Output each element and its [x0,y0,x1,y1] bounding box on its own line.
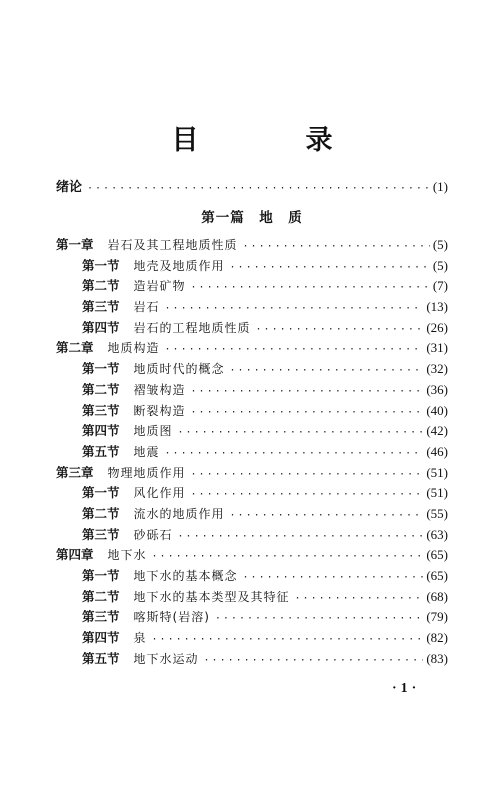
toc-section-entry [56,566,448,587]
entry-title: 喀斯特(岩溶) [133,610,210,625]
toc-section-entry [56,483,448,504]
leader-dots [230,262,430,273]
toc-chapter-entry [56,545,448,566]
page-title: 目 录 [171,125,373,156]
toc-section-entry [56,525,448,546]
leader-dots [191,407,424,418]
toc-section-entry [56,276,448,297]
leader-dots [165,448,424,459]
entry-page: (65) [426,568,448,583]
toc-section-entry [56,297,448,318]
leader-dots [178,427,424,438]
entry-label: 第二节 [82,588,120,604]
entry-page: (40) [426,402,448,418]
leader-dots [191,282,430,293]
entry-label: 第二章 [56,340,94,356]
entry-title: 地下水的基本概念 [133,569,238,583]
toc-chapter-entry [56,235,448,256]
leader-dots [191,386,424,397]
entry-title: 褶皱构造 [133,382,186,397]
toc-chapter-entry [56,338,448,359]
entry-label: 第五节 [82,650,120,666]
entry-label: 第三节 [82,609,120,625]
entry-title: 砂砾石 [133,527,173,542]
toc-section-entry [56,401,448,422]
toc-intro-entry [56,176,448,195]
toc-section-entry [56,318,448,339]
leader-dots [243,572,424,583]
page-number: ·1· [392,681,421,696]
leader-dots [191,489,424,500]
entry-title: 风化作用 [133,486,186,501]
entry-label: 第四节 [82,630,120,646]
entry-label: 第三节 [82,299,120,315]
entry-title: 泉 [133,631,147,646]
entry-label: 第二节 [82,381,120,397]
toc-section-entry [56,607,448,628]
entry-label: 第一节 [82,485,120,501]
intro-label: 绪论 [56,180,83,195]
entry-title: 物理地质作用 [107,465,186,480]
entry-title: 地壳及地质作用 [133,258,225,273]
toc-section-entry [56,359,448,380]
leader-dots [87,183,430,194]
entry-label: 第一节 [82,257,120,273]
part-title: 第一篇 地 质 [201,210,303,226]
entry-title: 造岩矿物 [133,279,186,294]
leader-dots [178,531,424,542]
entry-label: 第三节 [82,526,120,542]
entry-page: (83) [426,650,448,666]
toc-section-entry [56,587,448,608]
leader-dots [165,344,424,355]
leader-dots [215,613,423,624]
leader-dots [256,324,424,335]
entry-label: 第四节 [82,319,120,335]
entry-page: (7) [432,278,448,294]
toc-section-entry [56,421,448,442]
entry-page: (82) [426,630,448,646]
entry-title: 岩石的工程地质性质 [133,320,251,335]
entry-page: (55) [426,505,448,521]
leader-dots [191,469,424,480]
entry-title: 岩石及其工程地质性质 [107,238,238,252]
entry-page: (26) [426,319,448,335]
entry-label: 第三节 [82,402,120,418]
toc-section-entry [56,649,448,670]
entry-label: 第四章 [56,547,94,563]
entry-page: (51) [426,464,448,480]
entry-page: (5) [432,237,448,252]
entry-page: (5) [432,257,448,273]
entry-title: 流水的地质作用 [133,506,225,521]
entry-title: 地震 [133,444,160,459]
toc-section-entry [56,256,448,277]
entry-label: 第一章 [56,237,94,252]
entry-label: 第三章 [56,464,94,480]
entry-label: 第一节 [82,361,120,377]
entry-page: (36) [426,381,448,397]
leader-dots [243,241,430,252]
entry-title: 地质时代的概念 [133,362,225,377]
leader-dots [152,551,424,562]
entry-title: 地下水运动 [133,651,199,666]
leader-dots [230,510,424,521]
entry-page: (13) [426,299,448,315]
entry-page: (31) [426,340,448,356]
entry-label: 第二节 [82,505,120,521]
entry-page: (51) [426,485,448,501]
entry-label: 第一节 [82,568,120,583]
entry-page: (42) [426,423,448,439]
leader-dots [165,303,424,314]
toc-section-entry [56,442,448,463]
entry-page: (79) [426,609,448,625]
toc-section-entry [56,380,448,401]
toc-section-entry [56,504,448,525]
leader-dots [152,634,424,645]
entry-page: (63) [426,526,448,542]
entry-title: 岩石 [133,300,160,315]
leader-dots [204,655,424,666]
toc-list [56,235,448,669]
intro-page: (1) [432,179,448,194]
entry-label: 第二节 [82,278,120,294]
leader-dots [295,593,424,604]
toc-chapter-entry [56,463,448,484]
entry-title: 断裂构造 [133,403,186,418]
leader-dots [230,365,424,376]
entry-label: 第五节 [82,443,120,459]
entry-page: (68) [426,588,448,604]
entry-page: (32) [426,361,448,377]
entry-title: 地质构造 [107,341,160,356]
entry-page: (65) [426,547,448,563]
entry-title: 地下水 [107,548,147,563]
entry-title: 地质图 [133,424,173,439]
entry-title: 地下水的基本类型及其特征 [133,589,290,604]
toc-section-entry [56,628,448,649]
entry-page: (46) [426,443,448,459]
entry-label: 第四节 [82,423,120,439]
